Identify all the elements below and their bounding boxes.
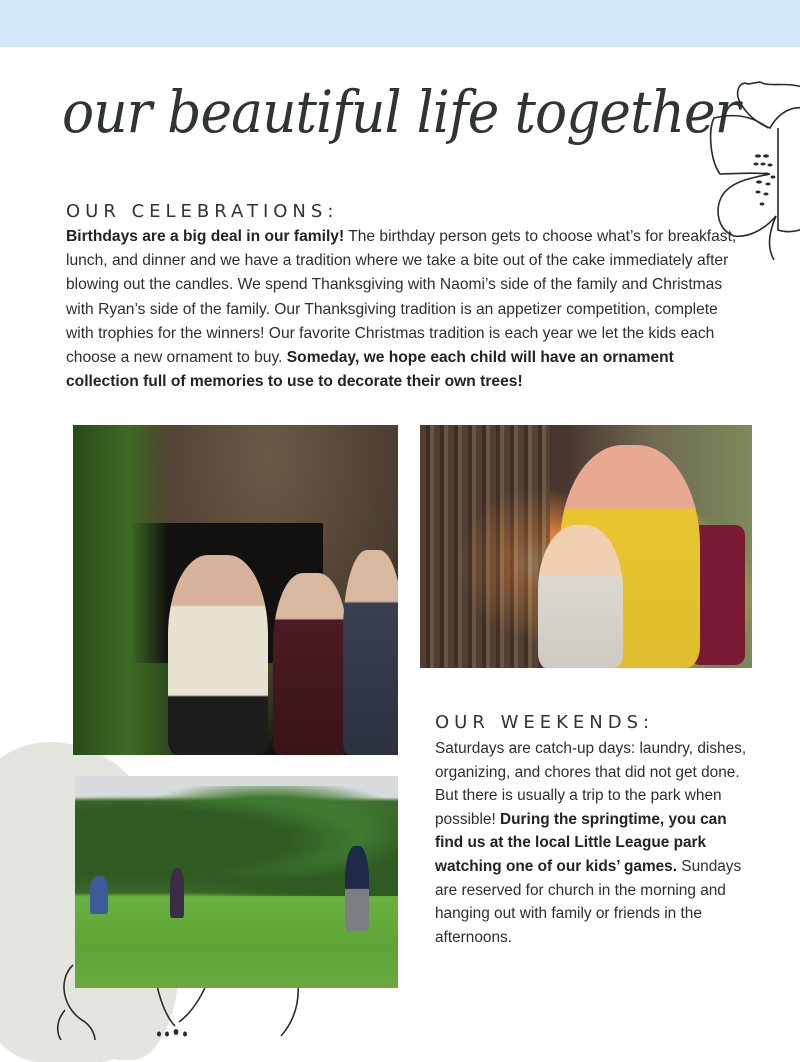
child-1 [168, 555, 268, 755]
weekends-paragraph [435, 737, 755, 949]
weekends-body-outro: Sundays are reserved for church in the morning and hanging out with family or friends in the afternoons. [435, 857, 742, 946]
child-3 [343, 550, 398, 755]
celebrations-paragraph [66, 225, 746, 394]
header-band [0, 0, 800, 47]
son [538, 525, 623, 668]
bookshelf [420, 425, 550, 668]
birthday-candles-photo [420, 425, 752, 668]
pitcher [345, 846, 369, 931]
page-title: our beautiful life together [62, 78, 740, 146]
weekends-body-intro: Saturdays are catch-up days: laundry, dishes, organizing, and chores that did not get done. But there is usually a trip to the park when possible! [435, 740, 747, 828]
celebrations-heading: OUR CELEBRATIONS: [66, 201, 339, 222]
christmas-tree [73, 425, 168, 755]
weekends-bold-middle: During the springtime, you can find us at the local Little League park watching one of our kids’ games. [435, 810, 727, 875]
christmas-kids-photo [73, 425, 398, 755]
child-2 [273, 573, 348, 755]
celebrations-bold-outro: Someday, we hope each child will have an ornament collection full of memories to use to decorate their own trees! [66, 349, 674, 391]
catcher [90, 876, 108, 914]
celebrations-body: The birthday person gets to choose what’s for breakfast, lunch, and dinner and we have a tradition where we take a bite out of the cake immediately after blowing out the candles. We spend Thanksgiving with Naomi’s side of the family and Christmas with Ryan’s side of the family. Our Thanksgiving tradition is an appetizer competition, complete with trophies for the winners! Our favorite Christmas tradition is each year we let the kids each choose a new ornament to buy. [66, 228, 737, 367]
celebrations-bold-intro: Birthdays are a big deal in our family! [66, 228, 345, 245]
batter [170, 868, 184, 918]
weekends-heading: OUR WEEKENDS: [435, 712, 655, 733]
park-baseball-photo [75, 776, 398, 988]
